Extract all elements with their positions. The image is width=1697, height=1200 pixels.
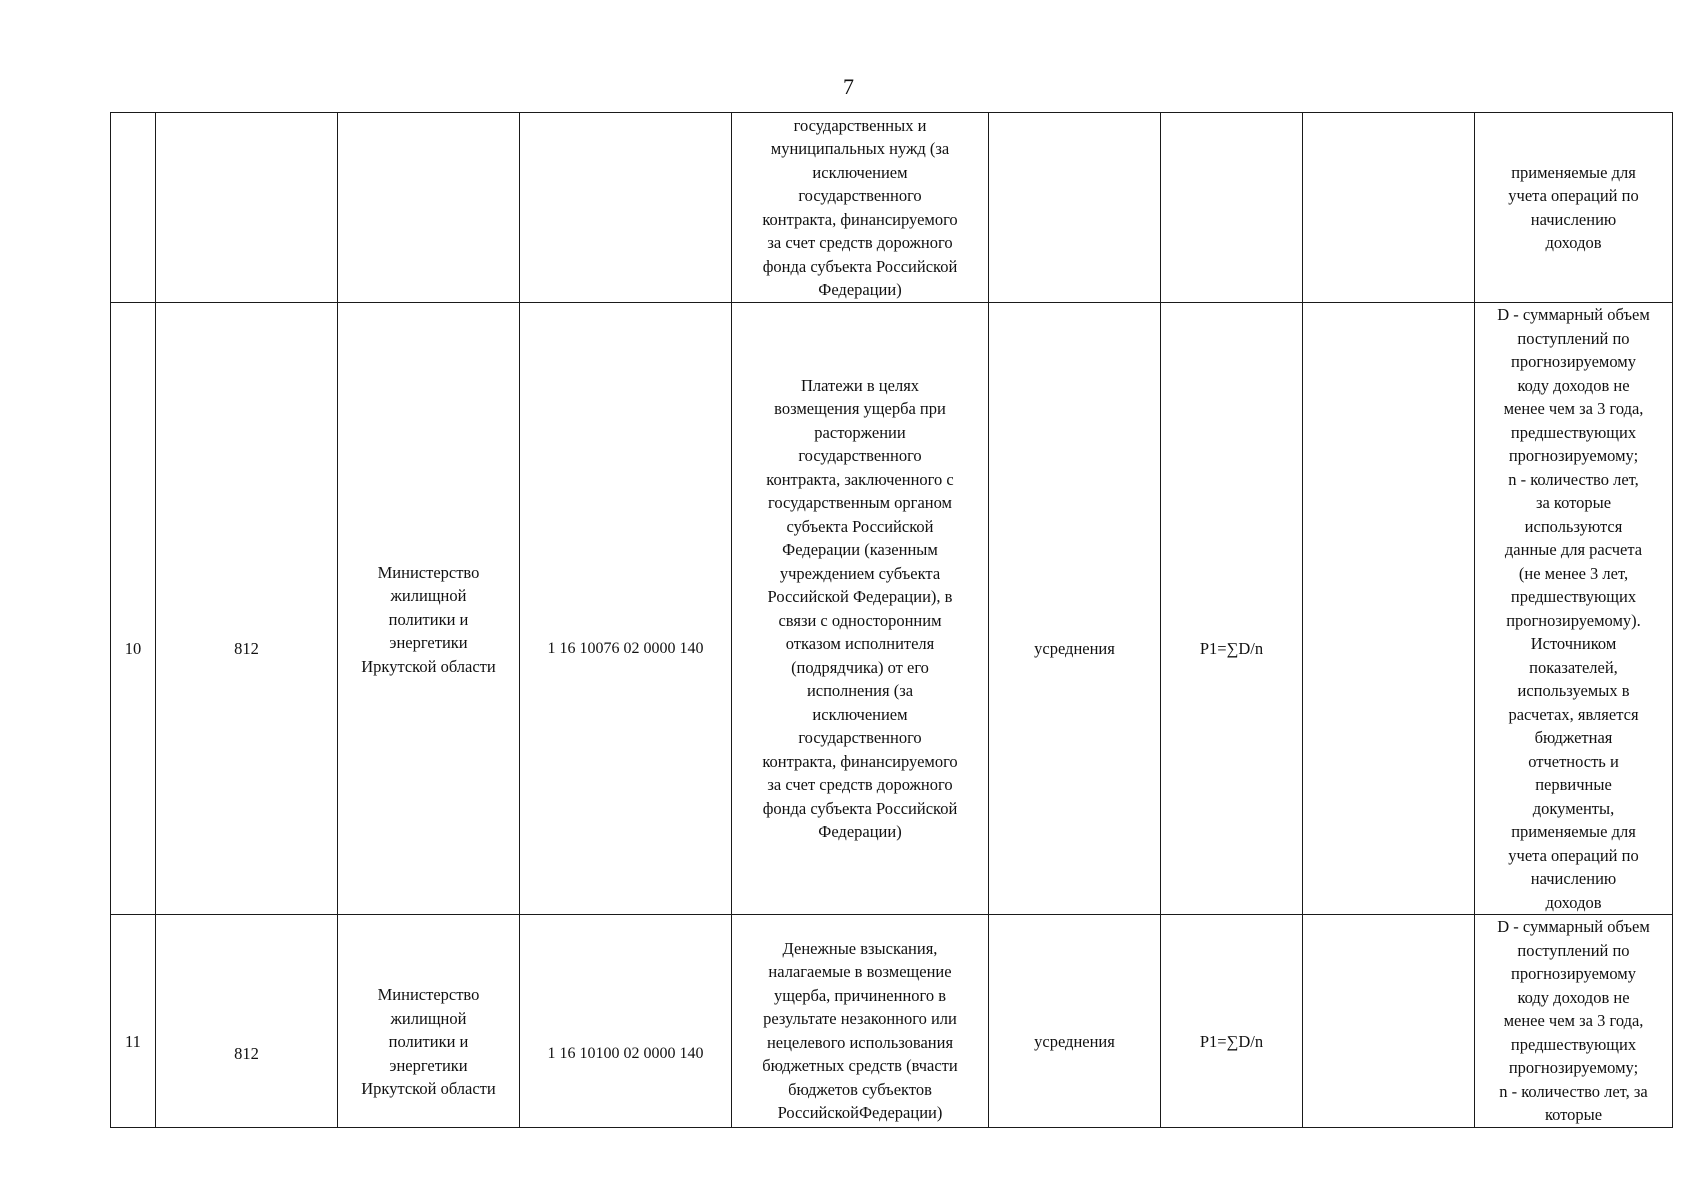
admin-code-cell bbox=[156, 113, 338, 303]
extra-cell bbox=[1303, 915, 1475, 1128]
description-cell: применяемые для учета операций по начислению доходов bbox=[1475, 113, 1673, 303]
formula-cell: P1=∑D/n bbox=[1161, 915, 1303, 1128]
kbk-code-cell: 1 16 10076 02 0000 140 bbox=[520, 303, 732, 915]
table-row-10 bbox=[111, 303, 1673, 915]
kbk-code-cell bbox=[520, 113, 732, 303]
admin-code-cell: 812 bbox=[156, 303, 338, 915]
admin-name-cell: Министерство жилищной политики и энергетики Иркутской области bbox=[338, 303, 520, 915]
admin-code-cell: 812 bbox=[156, 915, 338, 1128]
extra-cell bbox=[1303, 303, 1475, 915]
method-cell bbox=[989, 113, 1161, 303]
row-number-cell: 10 bbox=[111, 303, 156, 915]
method-cell: усреднения bbox=[989, 915, 1161, 1128]
formula-cell bbox=[1161, 113, 1303, 303]
revenue-forecast-table bbox=[110, 112, 1673, 1128]
table-row-11 bbox=[111, 915, 1673, 1128]
revenue-name-cell: Платежи в целях возмещения ущерба при расторжении государственного контракта, заключенного с государственным органом субъекта Российской Федерации (казенным учреждением субъекта Российской Федерации), в связи с односторонним отказом исполнителя (подрядчика) от его исполнения (за исключением государственного контракта, финансируемого за счет средств дорожного фонда субъекта Российской Федерации) bbox=[732, 303, 989, 915]
page-number: 7 bbox=[843, 74, 854, 99]
row-number-cell bbox=[111, 113, 156, 303]
method-cell: усреднения bbox=[989, 303, 1161, 915]
description-cell: D - суммарный объем поступлений по прогнозируемому коду доходов не менее чем за 3 года, предшествующих прогнозируемому; n - количество лет, за которые bbox=[1475, 915, 1673, 1128]
kbk-code-cell: 1 16 10100 02 0000 140 bbox=[520, 915, 732, 1128]
table-row-continuation bbox=[111, 113, 1673, 303]
formula-cell: P1=∑D/n bbox=[1161, 303, 1303, 915]
admin-name-cell bbox=[338, 113, 520, 303]
revenue-name-cell: Денежные взыскания, налагаемые в возмещение ущерба, причиненного в результате незаконного или нецелевого использования бюджетных средств (вчасти бюджетов субъектов РоссийскойФедерации) bbox=[732, 915, 989, 1128]
extra-cell bbox=[1303, 113, 1475, 303]
admin-name-cell: Министерство жилищной политики и энергетики Иркутской области bbox=[338, 915, 520, 1128]
description-cell: D - суммарный объем поступлений по прогнозируемому коду доходов не менее чем за 3 года, предшествующих прогнозируемому; n - количество лет, за которые используются данные для расчета (не менее 3 лет, предшествующих прогнозируемому). Источником показателей, используемых в расчетах, является бюджетная отчетность и первичные документы, применяемые для учета операций по начислению доходов bbox=[1475, 303, 1673, 915]
row-number-cell: 11 bbox=[111, 915, 156, 1128]
revenue-name-cell: государственных и муниципальных нужд (за исключением государственного контракта, финансируемого за счет средств дорожного фонда субъекта Российской Федерации) bbox=[732, 113, 989, 303]
